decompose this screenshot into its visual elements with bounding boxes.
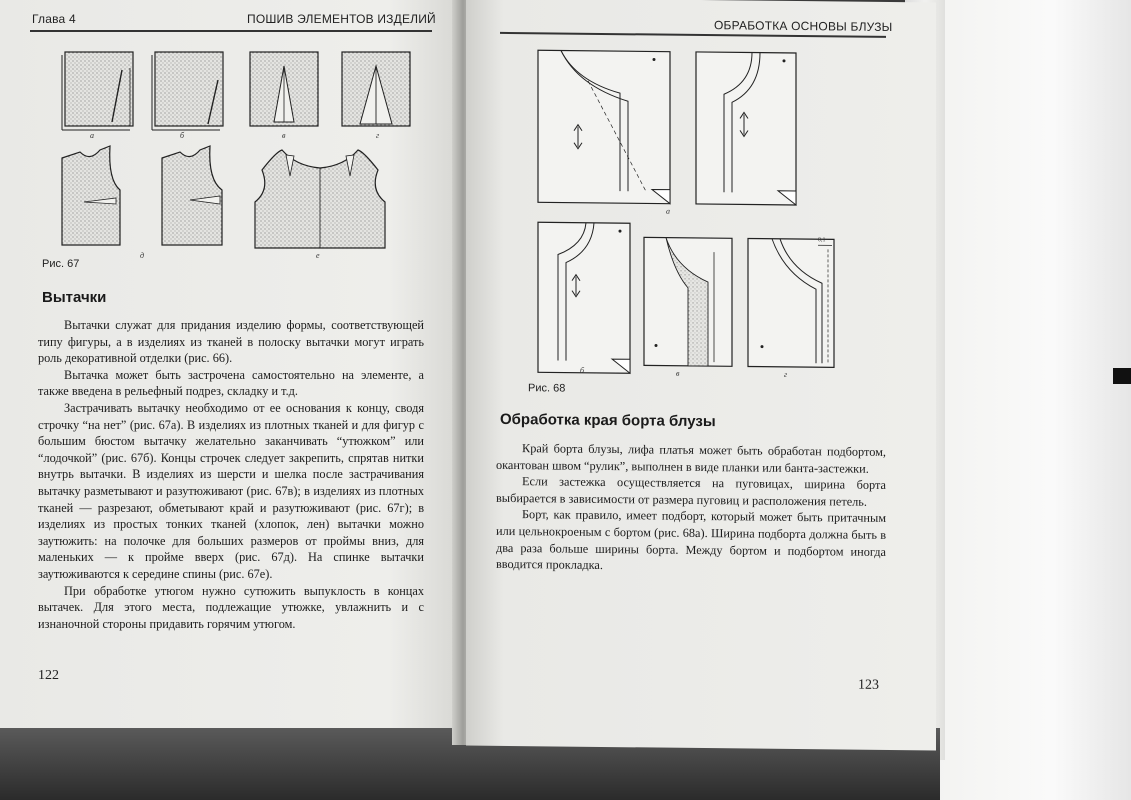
left-paragraph-4: При обработке утюгом нужно сутюжить выпуклость в концах вытачек. Для этого места, подлежащие утюжке, увлажнить и с изнаночной стороны придавить горячим утюгом. xyxy=(38,583,424,631)
label-g: г xyxy=(376,131,380,140)
bookmark-tab xyxy=(1113,368,1131,384)
fig-67e-left xyxy=(62,146,120,245)
header-rule xyxy=(30,30,432,32)
label-b: б xyxy=(180,131,185,140)
fig-67c xyxy=(250,52,318,126)
fig-68b xyxy=(538,222,630,373)
label-d: д xyxy=(140,251,145,260)
right-paragraph-1: Край борта блузы, лифа платья может быть обработан подбортом, окантован швом “рулик”, выполнен в виде планки или банта-застежки. xyxy=(496,441,886,476)
label-68b: б xyxy=(580,365,585,375)
right-page xyxy=(466,0,936,750)
page-edge xyxy=(936,0,1131,800)
right-body-text xyxy=(496,440,886,577)
page-number-left: 122 xyxy=(38,668,59,683)
figure-67-caption: Рис. 67 xyxy=(42,258,80,270)
label-68c: в xyxy=(676,368,680,378)
fig-67d xyxy=(342,52,410,126)
left-paragraph-1: Вытачки служат для придания изделию формы, соответствующей типу фигуры, а в изделиях из тканей в полоску вытачки могут играть роль декоративной отделки (рис. 66). xyxy=(38,318,424,366)
left-paragraph-2: Вытачка может быть застрочена самостоятельно на элементе, а также введена в рельефный подрез, складку и т.д. xyxy=(38,367,424,399)
dimension-label: 0,1 xyxy=(818,237,826,244)
fig-68a-left xyxy=(538,50,670,203)
right-paragraph-2: Если застежка осуществляется на пуговицах, ширина борта выбирается в зависимости от размера пуговиц и расположения петель. xyxy=(496,474,886,509)
left-body-text xyxy=(38,317,424,632)
right-paragraph-3: Борт, как правило, имеет подборт, который может быть притачным или цельнокроеным с бортом (рис. 68а). Ширина подборта должна быть в два раза больше ширины борта. Между бортом и подбортом иногда вводится прокладка. xyxy=(496,507,886,573)
fig-67e-mid xyxy=(162,146,222,245)
left-paragraph-3: Застрачивать вытачку необходимо от ее основания к концу, сводя строчку “на нет” (рис. 67а). В изделиях из плотных тканей и для фигур с большим бюстом вытачку желательно заканчивать “утюжком” или “лодочкой” (рис. 67б). Концы строчек следует закрепить, спрятав нитки внутрь вытачки. В изделиях из шерсти и шелка после застрачивания вытачку разметывают и разутюживают (рис. 67в); в изделиях из плотных тканей — разрезают, обметывают край и разутюживают (рис. 67г); в изделиях из простых тонких тканей (хлопок, лен) вытачки можно заутюжить: на полочке для больших размеров от проймы вниз, для маленьких — к пройме вверх (рис. 67д). На спинке вытачки заутюживаются к середине спины (рис. 67е). xyxy=(38,400,424,581)
label-68d: г xyxy=(784,369,788,379)
section-title-vytachki: Вытачки xyxy=(42,289,107,306)
fig-67b xyxy=(152,52,223,130)
figure-68-caption: Рис. 68 xyxy=(528,382,566,395)
running-head-chapter: Глава 4 xyxy=(32,12,76,26)
fig-67f xyxy=(255,150,385,248)
fig-68c xyxy=(644,237,732,366)
left-page xyxy=(0,0,458,728)
fig-68d xyxy=(748,236,834,367)
fig-68a-right xyxy=(696,52,796,205)
label-v: в xyxy=(282,131,286,140)
label-68a: а xyxy=(666,206,670,216)
section-title-bort: Обработка края борта блузы xyxy=(500,410,716,431)
label-e: е xyxy=(316,251,320,260)
figure-68-illustration xyxy=(516,40,896,384)
label-a: а xyxy=(90,131,94,140)
figure-67-illustration xyxy=(40,40,440,265)
running-head-right: ОБРАБОТКА ОСНОВЫ БЛУЗЫ xyxy=(714,18,893,35)
running-head-title: ПОШИВ ЭЛЕМЕНТОВ ИЗДЕЛИЙ xyxy=(247,12,436,26)
page-number-right: 123 xyxy=(858,677,879,693)
fig-67a xyxy=(62,52,133,130)
